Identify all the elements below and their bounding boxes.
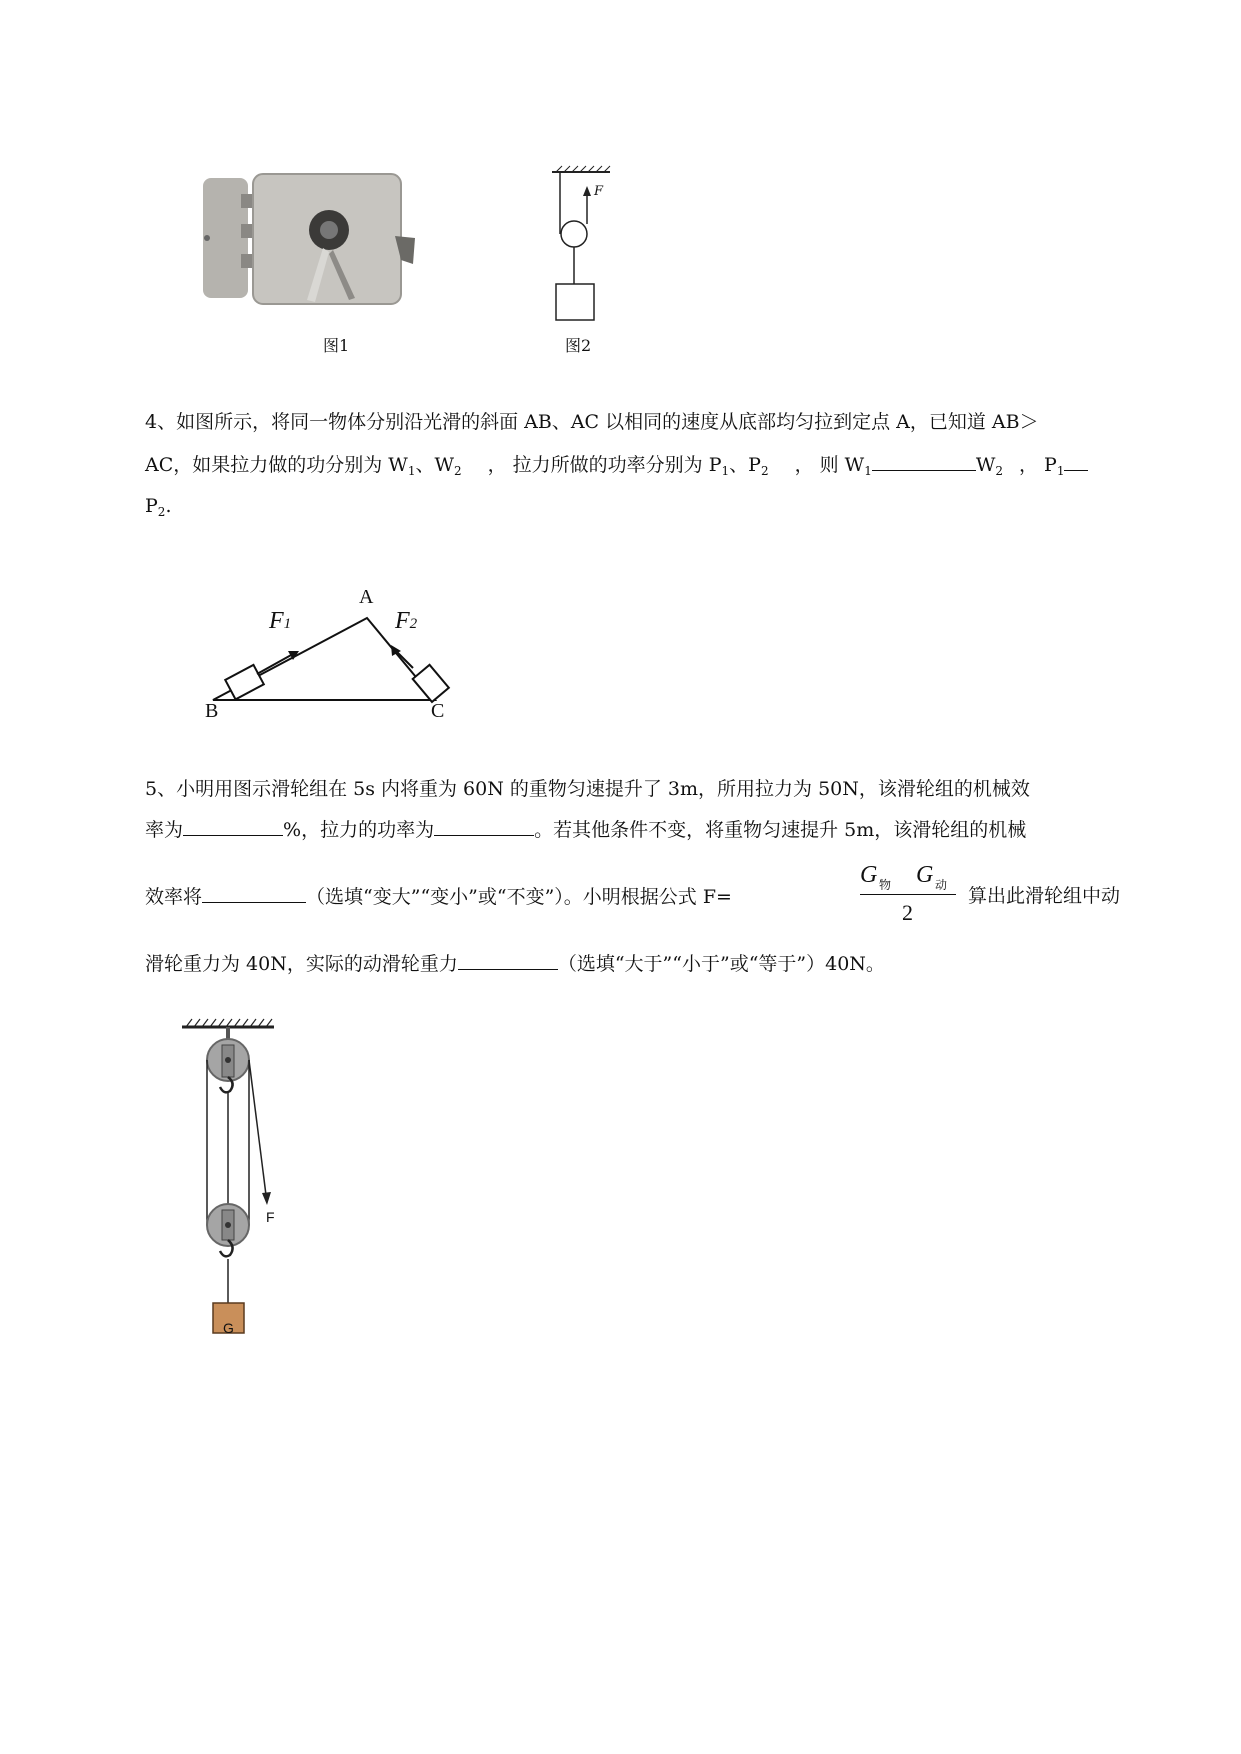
q4-line-3: $P_2$. bbox=[145, 495, 172, 519]
q4-line-1: 4、如图所示，将同一物体分别沿光滑的斜面 AB、AC 以相同的速度从底部均匀拉到定点 A，已知道 AB＞ bbox=[145, 411, 1039, 433]
figure-1-lock bbox=[195, 168, 435, 318]
answer-blank-power[interactable] bbox=[434, 817, 534, 836]
force-f1-label: F1 bbox=[269, 608, 292, 634]
q5-line-3-end: 算出此滑轮组中动 bbox=[968, 885, 1121, 907]
weight-label: G bbox=[223, 1320, 234, 1336]
force-label: F bbox=[594, 184, 604, 199]
q5-line-2: 率为 %，拉力的功率为 。若其他条件不变，将重物匀速提升 5m，该滑轮组的机械 bbox=[145, 819, 1027, 841]
vertex-a-label: A bbox=[359, 586, 374, 608]
figure-2-label: 图2 bbox=[565, 336, 592, 355]
force-f2-label: F2 bbox=[395, 608, 418, 634]
figure-2-single-pulley bbox=[550, 164, 620, 324]
figure-1-label: 图1 bbox=[323, 336, 350, 355]
answer-blank-p[interactable] bbox=[1064, 452, 1088, 471]
answer-blank-efficiency[interactable] bbox=[183, 817, 283, 836]
q5-line-3: 效率将 （选填“变大”“变小”或“不变”）。小明根据公式 F= bbox=[145, 886, 732, 908]
q4-line-2: AC，如果拉力做的功分别为 $W_1$、$W_2$ ， 拉力所做的功率分别为 $P_1$、$P_2$ ， 则 $W_1$ $W_2$ ， $P_1$ bbox=[145, 452, 1088, 483]
vertex-c-label: C bbox=[431, 700, 445, 722]
q5-line-4: 滑轮重力为 40N，实际的动滑轮重力 （选填“大于”“小于”或“等于”）40N。 bbox=[145, 953, 885, 975]
vertex-b-label: B bbox=[205, 700, 219, 722]
answer-blank-efficiency-change[interactable] bbox=[202, 884, 306, 903]
q5-line-1: 5、小明用图示滑轮组在 5s 内将重为 60N 的重物匀速提升了 3m，所用拉力为 50N，该滑轮组的机械效 bbox=[145, 778, 1030, 800]
pull-force-label: F bbox=[266, 1209, 275, 1225]
formula-fraction: G 物 G 动 2 bbox=[860, 862, 960, 932]
pulley-block-diagram bbox=[170, 1015, 300, 1355]
answer-blank-pulley-weight[interactable] bbox=[458, 951, 558, 970]
answer-blank-w[interactable] bbox=[872, 452, 976, 471]
incline-diagram bbox=[195, 588, 485, 728]
